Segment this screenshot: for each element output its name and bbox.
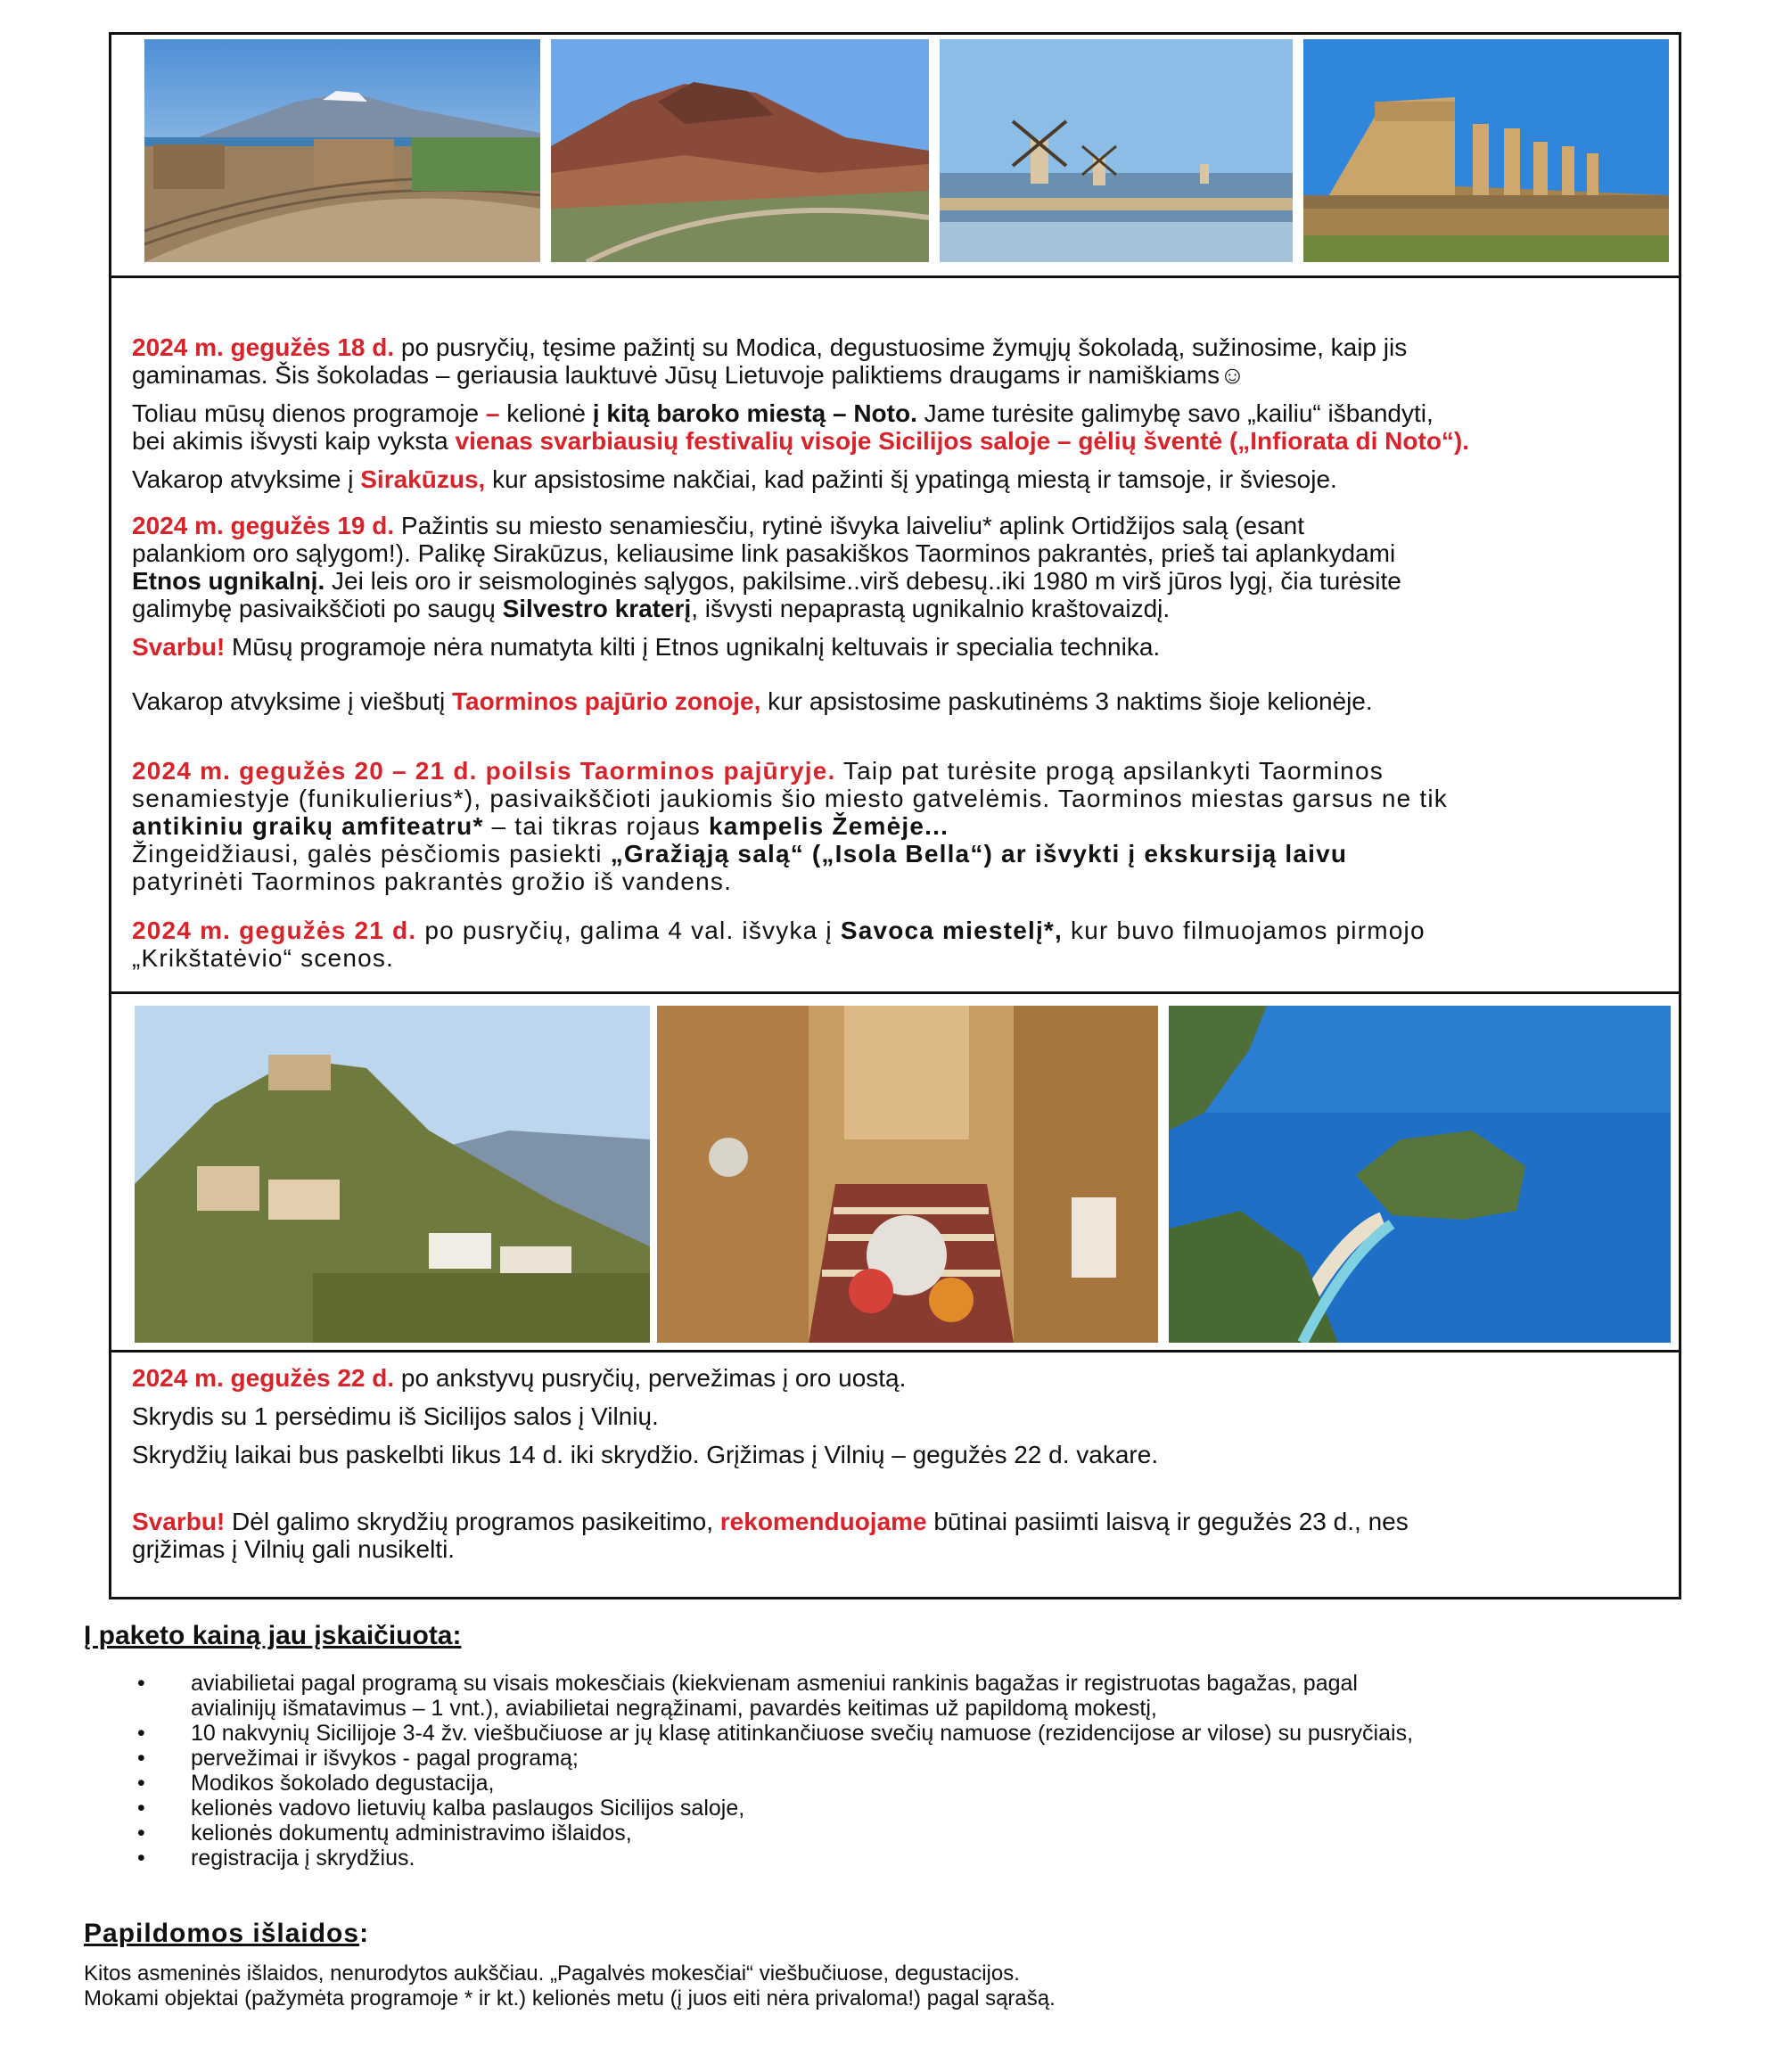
included-list	[84, 1671, 1742, 1871]
extra-costs-heading: Papildomos išlaidos:	[84, 1919, 370, 1948]
day-20-line-4: Žingeidžiausi, galės pėsčiomis pasiekti „Gražiąją salą“ („Isola Bella“) ar išvykti į ekskursiją laivu	[132, 840, 1348, 867]
day-21-section	[132, 917, 1647, 972]
extra-costs-line-2: Mokami objektai (pažymėta programoje * ir kt.) kelionės metu (į juos eiti nėra privaloma!) pagal sąrašą.	[84, 1986, 1056, 2010]
etna-crater-photo	[551, 39, 929, 262]
divider-top	[109, 275, 1681, 278]
bullet-icon: •	[137, 1846, 145, 1871]
day-20-line-5: patyrinėti Taorminos pakrantės grožio iš vandens.	[132, 867, 733, 895]
included-section	[84, 1621, 1742, 1871]
syracuse-line: Vakarop atvyksime į Sirakūzus, kur apsistosime nakčiai, kad pažinti šį ypatingą miestą ir tamsoje, ir šviesoje.	[132, 465, 1337, 493]
day-19-line-2: palankiom oro sąlygom!). Palikę Sirakūzus, keliausime link pasakiškos Taorminos pakrantės, prieš tai aplankydami	[132, 539, 1396, 567]
day-22-line-1: 2024 m. gegužės 22 d. po ankstyvų pusryčių, pervežimas į oro uostą.	[132, 1364, 907, 1392]
bullet-icon: •	[137, 1796, 145, 1821]
list-item: • kelionės vadovo lietuvių kalba paslaugos Sicilijos saloje,	[137, 1796, 745, 1821]
list-item: • Modikos šokolado degustacija,	[137, 1771, 495, 1796]
day-18-date: 2024 m. gegužės 18 d.	[132, 333, 395, 361]
savoca-hill-photo	[135, 1006, 650, 1343]
isola-bella-photo	[1169, 1006, 1671, 1343]
bullet-icon: •	[137, 1771, 145, 1796]
day-18-line-1	[132, 333, 1647, 361]
list-item: • 10 nakvynių Sicilijoje 3-4 žv. viešbučiuose ar jų klasę atitinkančiuose svečių namuose (rezidencijose ar vilose) su pusryčiais,	[137, 1721, 1414, 1746]
taormina-hotel-line: Vakarop atvyksime į viešbutį Taorminos pajūrio zonoje, kur apsistosime paskutinėms 3 naktims šioje kelionėje.	[132, 687, 1373, 715]
list-item: • kelionės dokumentų administravimo išlaidos,	[137, 1821, 632, 1846]
windmills-saltpans-photo	[940, 39, 1293, 262]
extra-costs-section	[84, 1919, 1742, 2011]
list-item: • pervežimai ir išvykos - pagal programą;	[137, 1746, 579, 1771]
bullet-icon: •	[137, 1821, 145, 1846]
list-item: • registracija į skrydžius.	[137, 1846, 415, 1871]
painted-stairs-photo	[657, 1006, 1158, 1343]
day-21-line-2: „Krikštatėvio“ scenos.	[132, 944, 395, 972]
day-22-note-cont: grįžimas į Vilnių gali nusikelti.	[132, 1535, 456, 1563]
day-22-important-note: Svarbu! Dėl galimo skrydžių programos pasikeitimo, rekomenduojame būtinai pasiimti laisvą ir gegužės 23 d., nes	[132, 1508, 1409, 1535]
bullet-icon: •	[137, 1721, 145, 1746]
day-20-line-3: antikiniu graikų amfiteatru* – tai tikras rojaus kampelis Žemėje...	[132, 812, 949, 840]
day-21-line-1: 2024 m. gegužės 21 d. po pusryčių, galima 4 val. išvyka į Savoca miestelį*, kur buvo filmuojamos pirmojo	[132, 917, 1426, 944]
day-19-line-1: 2024 m. gegužės 19 d. Pažintis su miesto senamiesčiu, rytinė išvyka laiveliu* aplink Ortidžijos salą (esant	[132, 512, 1304, 539]
greek-temple-photo	[1303, 39, 1669, 262]
day-19-important-note: Svarbu! Mūsų programoje nėra numatyta kilti į Etnos ugnikalnį keltuvais ir specialia technika.	[132, 633, 1161, 661]
day-18-section	[132, 333, 1647, 493]
noto-paragraph: Toliau mūsų dienos programoje – kelionė į kitą baroko miestą – Noto. Jame turėsite galimybę savo „kailiu“ išbandyti,	[132, 399, 1434, 427]
day-20-date: 2024 m. gegužės 20 – 21 d. poilsis Taorminos pajūryje.	[132, 757, 836, 785]
day-22-section	[132, 1364, 1647, 1563]
day-19-line-3: Etnos ugnikalnį. Jei leis oro ir seismologinės sąlygos, pakilsime..virš debesų..iki 1980 m virš jūros lygį, čia turėsite	[132, 567, 1401, 595]
extra-costs-line-1: Kitos asmeninės išlaidos, nenurodytos aukščiau. „Pagalvės mokesčiai“ viešbučiuose, degustacijos.	[84, 1961, 1020, 1986]
bullet-icon: •	[137, 1671, 145, 1696]
day-18-text: po pusryčių, tęsime pažintį su Modica, degustuosime žymųjų šokoladą, sužinosime, kaip jis	[394, 333, 1408, 361]
included-heading: Į paketo kainą jau įskaičiuota:	[84, 1621, 462, 1650]
divider-bottom	[109, 1350, 1681, 1353]
taormina-theatre-photo	[144, 39, 540, 262]
list-item: • aviabilietai pagal programą su visais mokesčiais (kiekvienam asmeniui rankinis bagažas ir registruotas bagažas, pagal avialinijų išmatavimus – 1 vnt.), aviabilietai negrąžinami, pavardės keitimas už papildomą mokestį,	[137, 1671, 1358, 1721]
divider-middle	[109, 991, 1681, 994]
day-22-date: 2024 m. gegužės 22 d.	[132, 1364, 395, 1392]
day-18-line-2: gaminamas. Šis šokoladas – geriausia lauktuvė Jūsų Lietuvoje palikti​ems draugams ir namiškiams☺	[132, 361, 1245, 389]
day-20-line-2: senamiestyje (funikulierius*), pasivaikščioti jaukiomis šio miesto gatvelėmis. Taorminos miestas garsus ne tik	[132, 785, 1448, 812]
day-21-date: 2024 m. gegužės 21 d.	[132, 917, 417, 944]
day-19-date: 2024 m. gegužės 19 d.	[132, 512, 395, 539]
day-22-flight-line: Skrydis su 1 persėdimu iš Sicilijos salos į Vilnių.	[132, 1402, 659, 1430]
day-19-line-4: galimybę pasivaikščioti po saugų Silvestro kraterį, išvysti nepaprastą ugnikalnio kraštovaizdį.	[132, 595, 1171, 622]
day-20-line-1: 2024 m. gegužės 20 – 21 d. poilsis Taorminos pajūryje. Taip pat turėsite progą apsilankyti Taorminos	[132, 757, 1384, 785]
day-22-times-line: Skrydžių laikai bus paskelbti likus 14 d. iki skrydžio. Grįžimas į Vilnių – gegužės 22 d. vakare.	[132, 1441, 1159, 1468]
infiorata-line: bei akimis išvysti kaip vyksta vienas svarbiausių festivalių visoje Sicilijos saloje – gėlių šventė („Infiorata di Noto“).	[132, 427, 1470, 455]
bullet-icon: •	[137, 1746, 145, 1771]
day-19-section	[132, 512, 1647, 715]
day-20-21-section	[132, 757, 1647, 895]
